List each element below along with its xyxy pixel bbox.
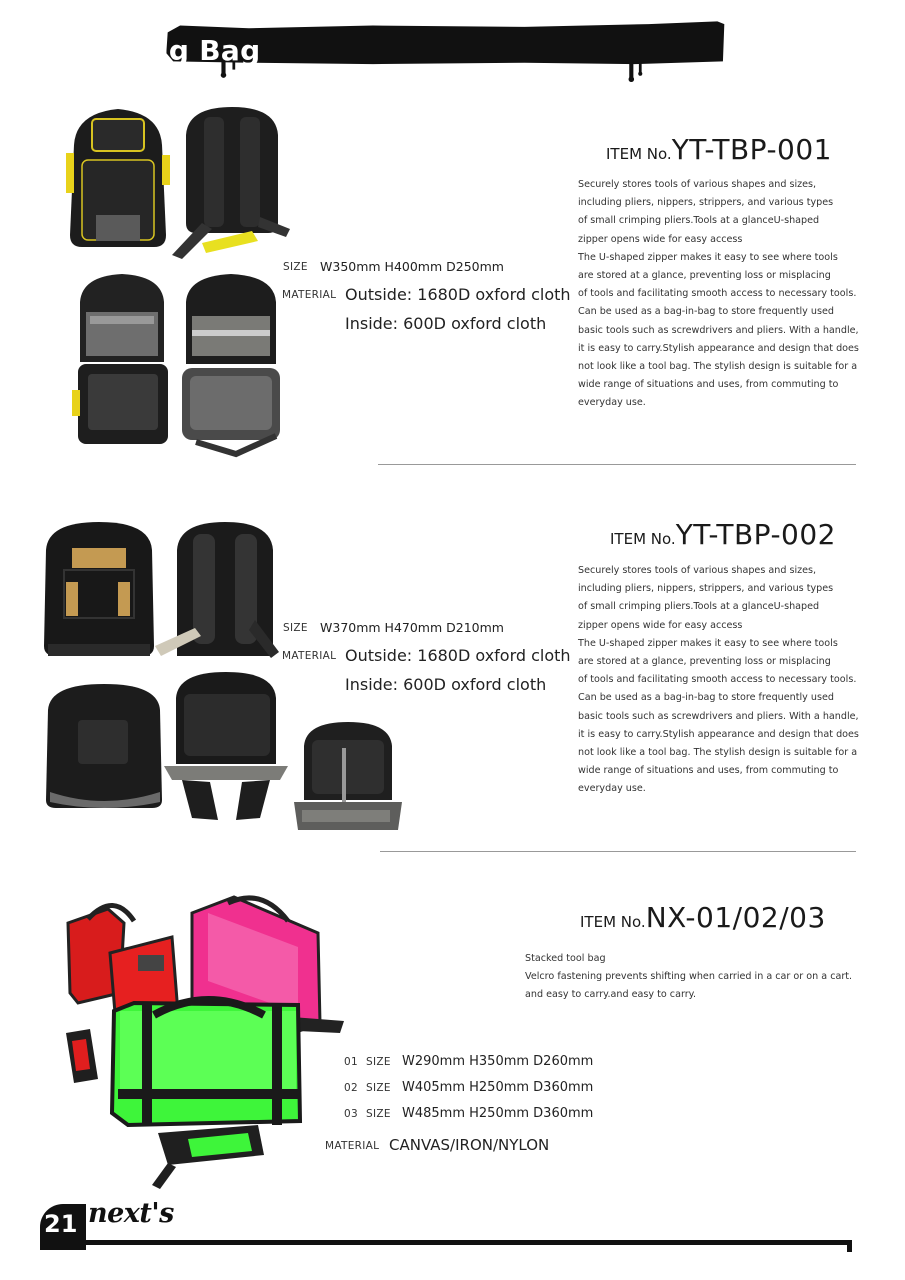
- description-line: Stacked tool bag: [525, 953, 606, 964]
- product-3-item-number: [580, 901, 826, 934]
- page-title: Working Bag: [56, 34, 261, 67]
- item-code: YT-TBP-001: [671, 133, 832, 166]
- description-line: everyday use.: [578, 397, 646, 409]
- footer-rule-end: [847, 1240, 852, 1252]
- size-value: W485mm H250mm D360mm: [402, 1106, 594, 1121]
- item-code: YT-TBP-002: [675, 518, 836, 551]
- product-2-photo-open-3: [290, 718, 405, 848]
- footer-rule: [40, 1240, 852, 1245]
- product-1-material-inside: Inside: 600D oxford cloth: [345, 314, 547, 333]
- description-line: of tools and facilitating smooth access to necessary tools.: [578, 288, 857, 300]
- item-code: NX-01/02/03: [645, 901, 826, 934]
- description-line: it is easy to carry.Stylish appearance and design that does: [578, 342, 859, 354]
- size-num: 02: [344, 1082, 358, 1094]
- product-1-material-label: MATERIAL: [282, 289, 337, 301]
- product-2-material-outside: Outside: 1680D oxford cloth: [345, 646, 571, 665]
- product-1-size-value: W350mm H400mm D250mm: [320, 259, 504, 274]
- description-line: including pliers, nippers, strippers, and various types: [578, 197, 834, 209]
- size-value: W290mm H350mm D260mm: [402, 1054, 594, 1069]
- description-line: including pliers, nippers, strippers, and various types: [578, 583, 834, 595]
- product-3-description: [525, 950, 852, 1005]
- size-value: W405mm H250mm D360mm: [402, 1080, 594, 1095]
- description-line: basic tools such as screwdrivers and pliers. With a handle,: [578, 324, 859, 336]
- description-line: are stored at a glance, preventing loss or misplacing: [578, 655, 831, 667]
- item-prefix: ITEM No.: [610, 530, 676, 548]
- product-2-description: [578, 562, 859, 798]
- product-1-photo-front: [62, 105, 174, 250]
- section-divider: [378, 464, 856, 465]
- description-line: of tools and facilitating smooth access to necessary tools.: [578, 674, 857, 686]
- product-2-size-value: W370mm H470mm D210mm: [320, 620, 504, 635]
- product-2-size-label: SIZE: [283, 622, 308, 634]
- product-1-material-outside: Outside: 1680D oxford cloth: [345, 285, 571, 304]
- product-1-size-label: SIZE: [283, 261, 308, 273]
- product-3-photo-stacked-bags: [58, 893, 346, 1193]
- description-line: wide range of situations and uses, from commuting to: [578, 379, 839, 391]
- product-2-photo-open-2: [162, 668, 292, 826]
- description-line: The U-shaped zipper makes it easy to see where tools: [578, 251, 838, 263]
- product-2-material-inside: Inside: 600D oxford cloth: [345, 675, 547, 694]
- description-line: The U-shaped zipper makes it easy to see where tools: [578, 637, 838, 649]
- description-line: not look like a tool bag. The stylish design is suitable for a: [578, 360, 858, 372]
- size-label: SIZE: [366, 1056, 391, 1068]
- description-line: basic tools such as screwdrivers and pliers. With a handle,: [578, 710, 859, 722]
- section-divider: [380, 851, 856, 852]
- description-line: not look like a tool bag. The stylish design is suitable for a: [578, 746, 858, 758]
- size-label: SIZE: [366, 1108, 391, 1120]
- product-1-photo-open-1: [70, 272, 175, 452]
- size-num: 03: [344, 1108, 358, 1120]
- brand-logo: next's: [88, 1198, 174, 1229]
- size-label: SIZE: [366, 1082, 391, 1094]
- item-prefix: ITEM No.: [580, 913, 646, 931]
- description-line: are stored at a glance, preventing loss or misplacing: [578, 269, 831, 281]
- description-line: of small crimping pliers.Tools at a glanceU-shaped: [578, 601, 820, 613]
- description-line: zipper opens wide for easy access: [578, 233, 743, 245]
- description-line: Velcro fastening prevents shifting when carried in a car or on a cart.: [525, 971, 853, 983]
- description-line: it is easy to carry.Stylish appearance and design that does: [578, 728, 859, 740]
- product-3-material-label: MATERIAL: [325, 1140, 380, 1152]
- size-num: 01: [344, 1056, 358, 1068]
- description-line: wide range of situations and uses, from commuting to: [578, 765, 839, 777]
- product-1-description: [578, 176, 859, 412]
- product-2-photo-back: [155, 520, 280, 668]
- description-line: zipper opens wide for easy access: [578, 619, 743, 631]
- description-line: of small crimping pliers.Tools at a glanceU-shaped: [578, 215, 820, 227]
- description-line: and easy to carry.and easy to carry.: [525, 989, 697, 1001]
- product-2-photo-front: [42, 520, 157, 660]
- product-2-item-number: [610, 518, 836, 551]
- product-3-material-value: CANVAS/IRON/NYLON: [389, 1136, 550, 1154]
- description-line: everyday use.: [578, 783, 646, 795]
- description-line: Can be used as a bag-in-bag to store frequently used: [578, 306, 834, 318]
- description-line: Securely stores tools of various shapes and sizes,: [578, 565, 817, 576]
- page-number: 21: [44, 1210, 78, 1238]
- description-line: Can be used as a bag-in-bag to store frequently used: [578, 692, 834, 704]
- product-1-photo-open-2: [176, 272, 286, 457]
- description-line: Securely stores tools of various shapes and sizes,: [578, 179, 817, 190]
- product-2-photo-open-1: [42, 680, 167, 815]
- item-prefix: ITEM No.: [606, 145, 672, 163]
- product-1-item-number: [606, 133, 832, 166]
- product-1-photo-back: [172, 105, 292, 260]
- product-2-material-label: MATERIAL: [282, 650, 337, 662]
